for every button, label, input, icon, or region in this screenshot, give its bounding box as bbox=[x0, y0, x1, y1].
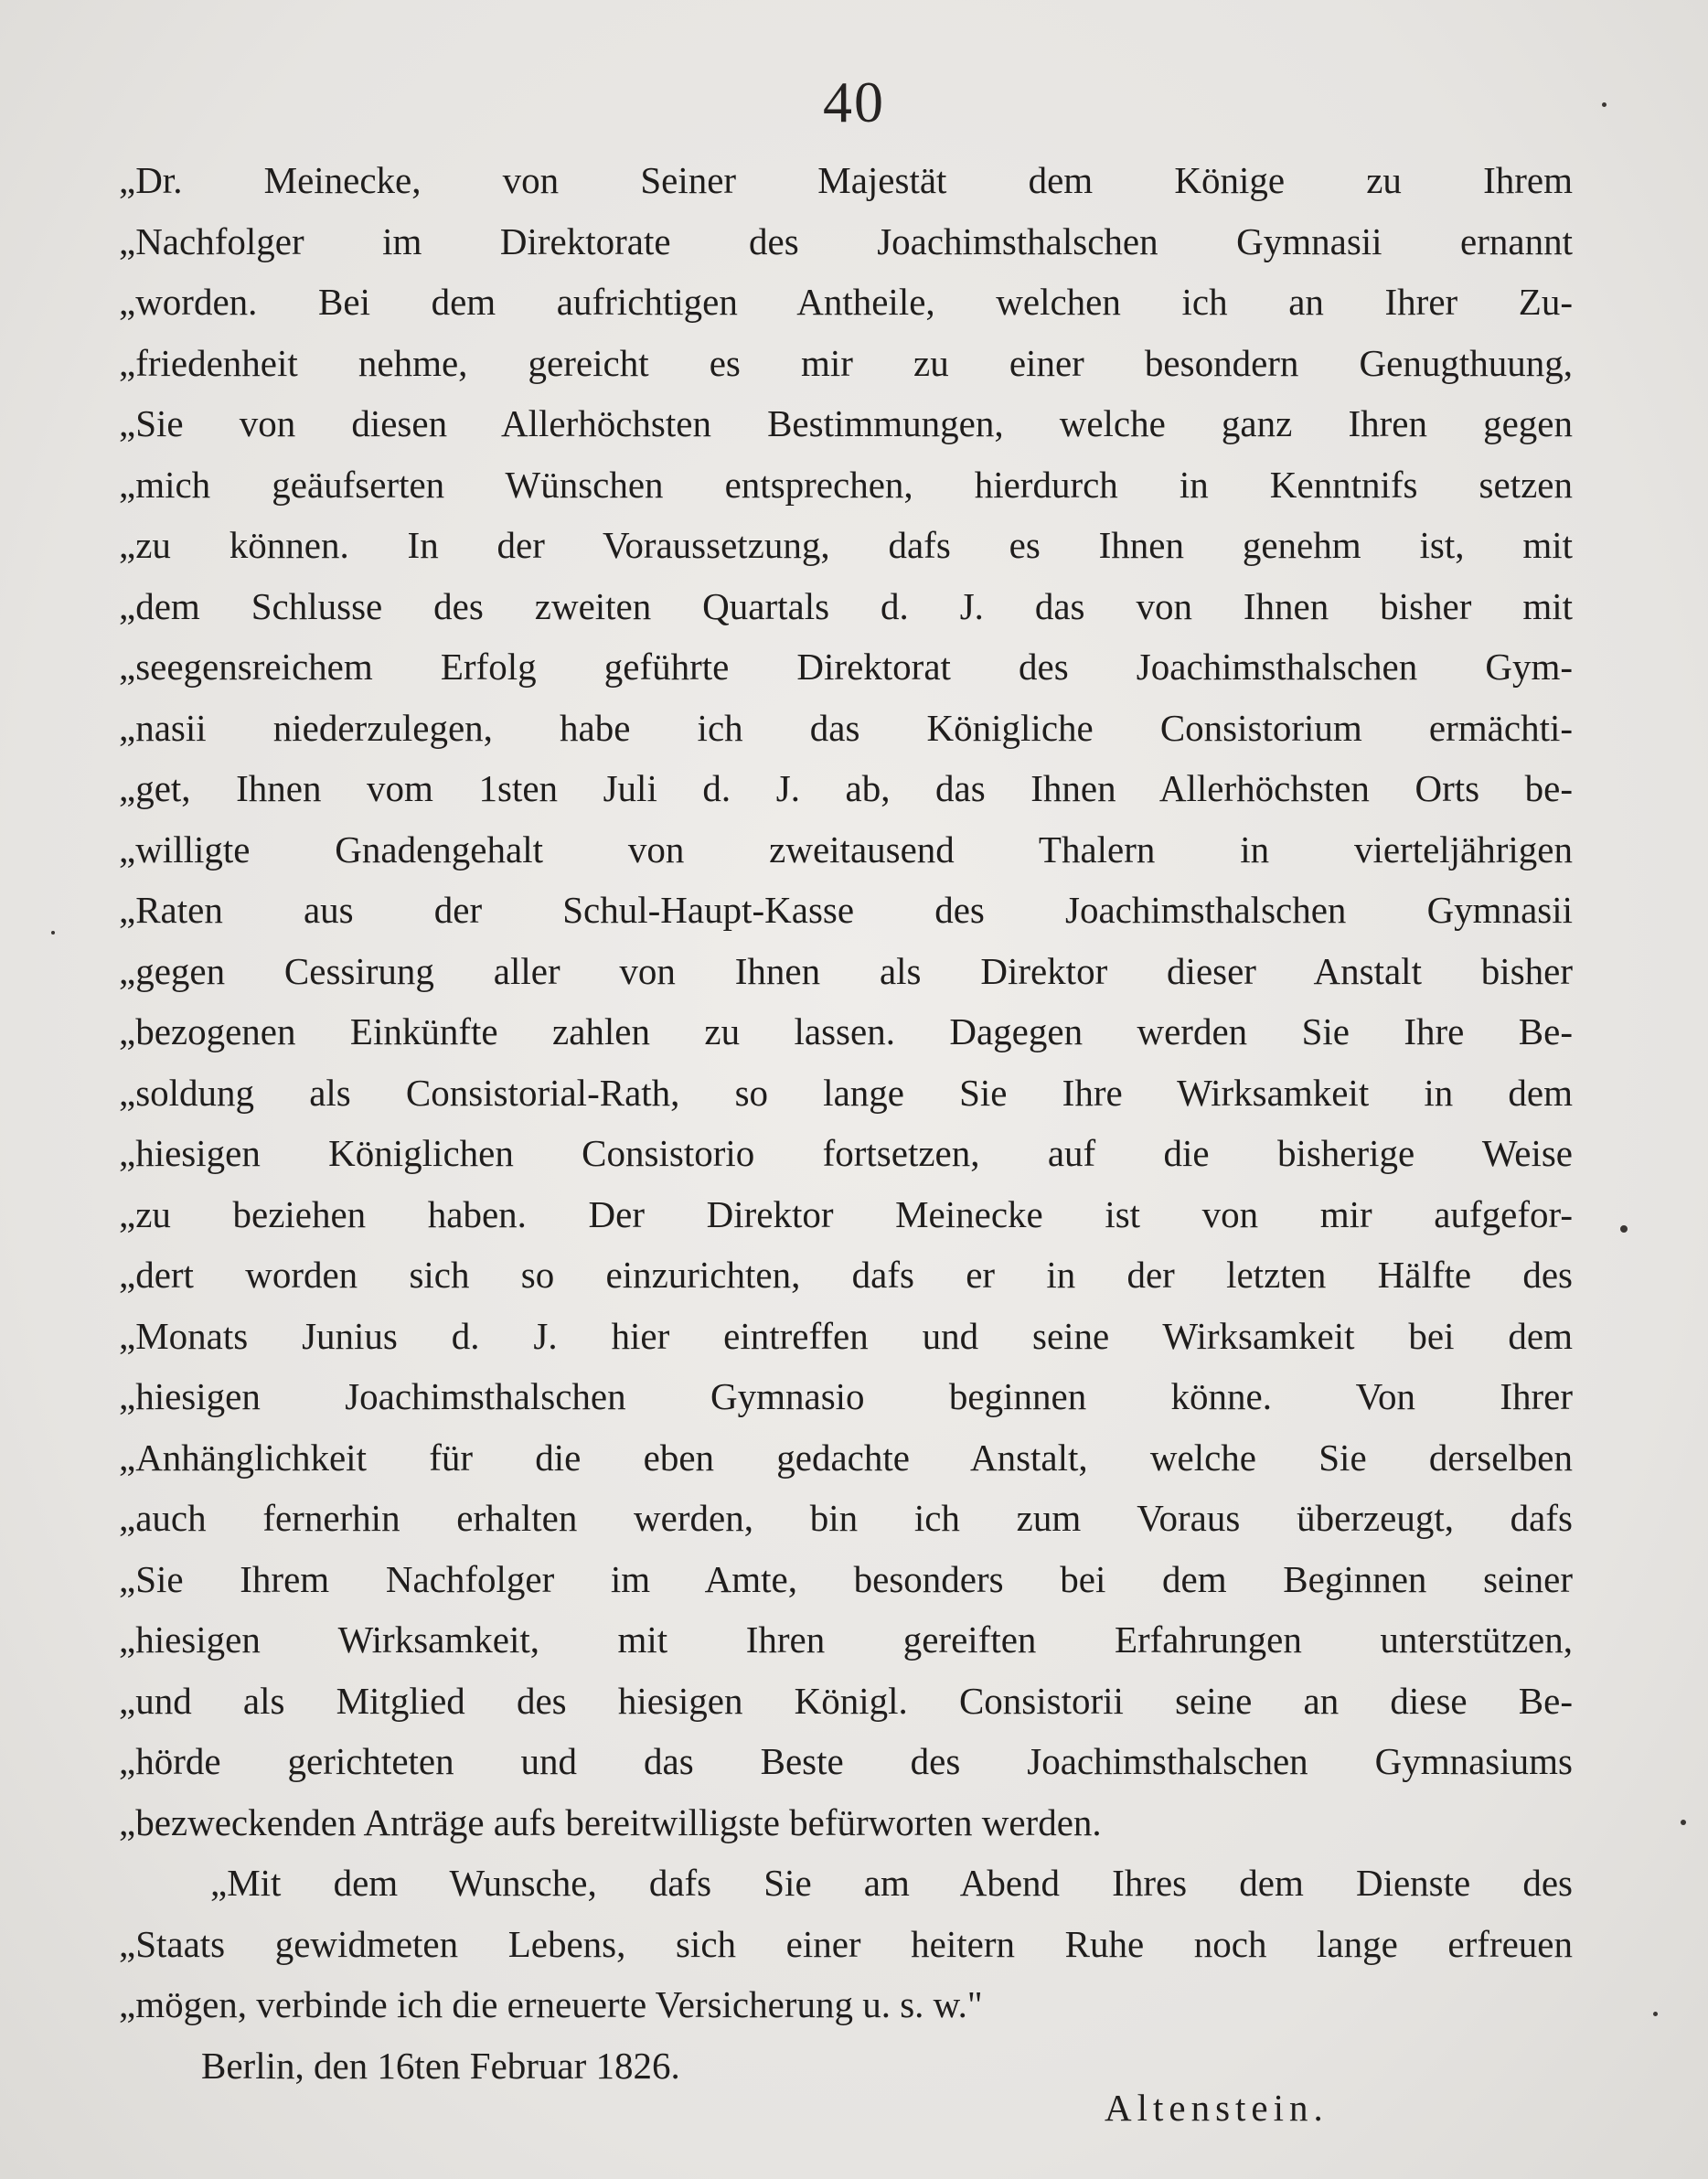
text-line: „zu können. In der Voraussetzung, dafs es Ihnen genehm ist, mit bbox=[119, 524, 1573, 566]
text-line: „hiesigen Joachimsthalschen Gymnasio beginnen könne. Von Ihrer bbox=[119, 1375, 1573, 1417]
page-number: 40 bbox=[823, 69, 885, 134]
text-line: „bezogenen Einkünfte zahlen zu lassen. Dagegen werden Sie Ihre Be- bbox=[119, 1010, 1573, 1052]
text-line: „Staats gewidmeten Lebens, sich einer heitern Ruhe noch lange erfreuen bbox=[119, 1922, 1573, 1965]
text-line: „auch fernerhin erhalten werden, bin ich zum Voraus überzeugt, dafs bbox=[119, 1497, 1573, 1539]
letter-body bbox=[119, 150, 1573, 2096]
text-line: „seegensreichem Erfolg geführte Direktorat des Joachimsthalschen Gym- bbox=[119, 646, 1573, 688]
text-line: „nasii niederzulegen, habe ich das Königliche Consistorium ermächti- bbox=[119, 706, 1573, 749]
text-line: „und als Mitglied des hiesigen Königl. Consistorii seine an diese Be- bbox=[119, 1679, 1573, 1722]
text-line: „Mit dem Wunsche, dafs Sie am Abend Ihres dem Dienste des bbox=[210, 1862, 1573, 1904]
text-line: „Sie von diesen Allerhöchsten Bestimmungen, welche ganz Ihren gegen bbox=[119, 402, 1573, 444]
paper-speck bbox=[51, 931, 55, 935]
text-line: „dert worden sich so einzurichten, dafs er in der letzten Hälfte des bbox=[119, 1254, 1573, 1296]
paper-speck bbox=[1681, 1820, 1686, 1825]
text-line: „friedenheit nehme, gereicht es mir zu einer besondern Genugthuung, bbox=[119, 341, 1573, 384]
text-line: „bezweckenden Anträge aufs bereitwilligste befürworten werden. bbox=[119, 1800, 1102, 1843]
text-line: „hiesigen Königlichen Consistorio fortsetzen, auf die bisherige Weise bbox=[119, 1132, 1573, 1174]
text-line: „dem Schlusse des zweiten Quartals d. J. das von Ihnen bisher mit bbox=[119, 584, 1573, 627]
paper-speck bbox=[1602, 102, 1607, 107]
paper-speck bbox=[1620, 1225, 1628, 1233]
text-line: „mich geäufserten Wünschen entsprechen, hierdurch in Kenntnifs setzen bbox=[119, 463, 1573, 506]
text-line: „Nachfolger im Direktorate des Joachimsthalschen Gymnasii ernannt bbox=[119, 219, 1573, 262]
text-line: „willigte Gnadengehalt von zweitausend Thalern in vierteljährigen bbox=[119, 828, 1573, 871]
text-line: „gegen Cessirung aller von Ihnen als Direktor dieser Anstalt bisher bbox=[119, 949, 1573, 992]
text-line: „hörde gerichteten und das Beste des Joachimsthalschen Gymnasiums bbox=[119, 1740, 1573, 1782]
text-line: „worden. Bei dem aufrichtigen Antheile, welchen ich an Ihrer Zu- bbox=[119, 281, 1573, 323]
text-line: „Monats Junius d. J. hier eintreffen und seine Wirksamkeit bei dem bbox=[119, 1314, 1573, 1357]
text-line: „Dr. Meinecke, von Seiner Majestät dem Könige zu Ihrem bbox=[119, 159, 1573, 201]
text-line: „zu beziehen haben. Der Direktor Meinecke ist von mir aufgefor- bbox=[119, 1192, 1573, 1235]
paper-speck bbox=[1653, 2012, 1658, 2016]
text-line: „hiesigen Wirksamkeit, mit Ihren gereiften Erfahrungen unterstützen, bbox=[119, 1618, 1573, 1661]
text-line: „Raten aus der Schul-Haupt-Kasse des Joachimsthalschen Gymnasii bbox=[119, 889, 1573, 931]
signature: Altenstein. bbox=[1105, 2087, 1329, 2129]
dateline: Berlin, den 16ten Februar 1826. bbox=[201, 2044, 680, 2087]
text-line: „mögen, verbinde ich die erneuerte Versicherung u. s. w." bbox=[119, 1983, 983, 2025]
text-line: „get, Ihnen vom 1sten Juli d. J. ab, das Ihnen Allerhöchsten Orts be- bbox=[119, 767, 1573, 809]
text-line: „soldung als Consistorial-Rath, so lange Sie Ihre Wirksamkeit in dem bbox=[119, 1071, 1573, 1114]
text-line: „Sie Ihrem Nachfolger im Amte, besonders bei dem Beginnen seiner bbox=[119, 1557, 1573, 1600]
text-line: „Anhänglichkeit für die eben gedachte Anstalt, welche Sie derselben bbox=[119, 1436, 1573, 1479]
